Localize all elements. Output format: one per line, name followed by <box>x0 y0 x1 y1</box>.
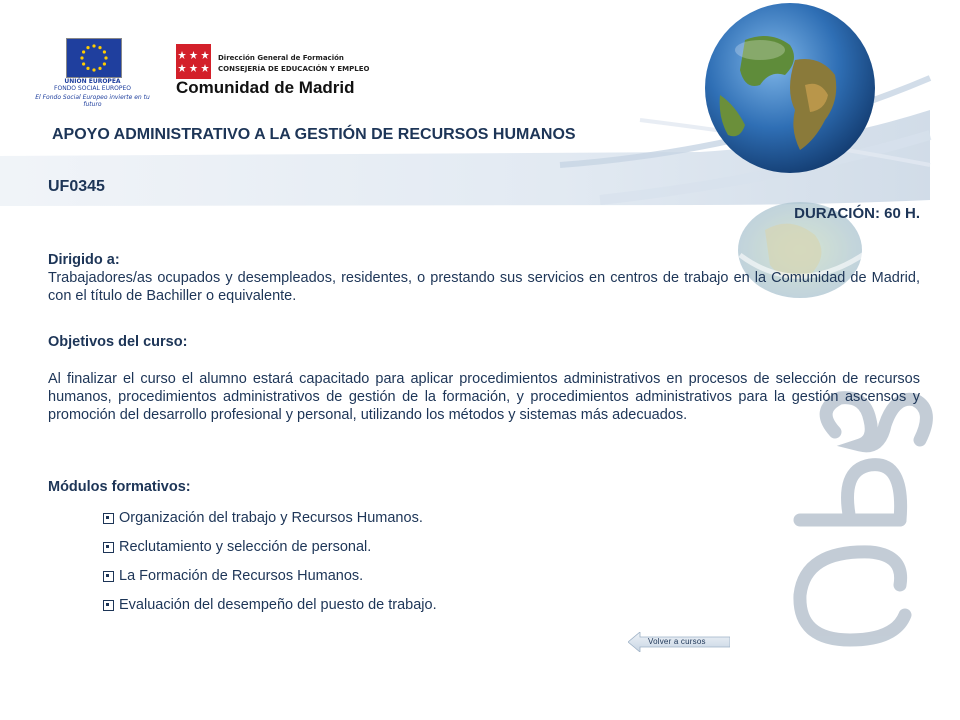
objetivos-text: Al finalizar el curso el alumno estará capacitado para aplicar procedimientos administrativos en procesos de selección de recursos humanos, procedimientos administrativos de gestión de la formación, y procedimientos administrativos para la gestión ascensos y promoción del desarrollo profesional y personal, utilizando los métodos y sistemas más adecuados. <box>48 371 920 423</box>
objetivos-heading: Objetivos del curso: <box>48 334 188 350</box>
checkbox-bullet-icon <box>103 600 114 611</box>
list-item <box>103 568 437 597</box>
module-label: Reclutamiento y selección de personal. <box>119 539 372 555</box>
list-item <box>103 597 437 626</box>
back-to-courses-button[interactable] <box>628 632 730 652</box>
section-modulos-heading <box>48 478 920 496</box>
module-label: La Formación de Recursos Humanos. <box>119 568 364 584</box>
cp3-watermark <box>800 398 927 640</box>
dirigido-text: Trabajadores/as ocupados y desempleados, residentes, o prestando sus servicios en centros de trabajo en la Comunidad de Madrid, con el título de Bachiller o equivalente. <box>48 270 920 304</box>
madrid-logo-line3: Comunidad de Madrid <box>176 78 355 97</box>
madrid-flag-icon <box>176 44 211 79</box>
dirigido-heading: Dirigido a: <box>48 252 120 268</box>
back-to-courses-label: Volver a cursos <box>648 637 706 646</box>
course-duration: DURACIÓN: 60 H. <box>794 205 920 222</box>
module-label: Evaluación del desempeño del puesto de trabajo. <box>119 597 437 613</box>
modulos-heading: Módulos formativos: <box>48 479 191 495</box>
course-title: APOYO ADMINISTRATIVO A LA GESTIÓN DE RECURSOS HUMANOS <box>52 126 576 143</box>
eu-logo-line3: El Fondo Social Europeo invierte en tu futuro <box>35 94 150 108</box>
course-code: UF0345 <box>48 178 105 195</box>
section-objetivos <box>48 370 920 424</box>
checkbox-bullet-icon <box>103 571 114 582</box>
section-dirigido <box>48 251 920 305</box>
list-item <box>103 510 437 539</box>
eu-logo <box>30 38 155 108</box>
list-item <box>103 539 437 568</box>
eu-flag-icon <box>66 38 122 78</box>
checkbox-bullet-icon <box>103 513 114 524</box>
modules-list <box>103 510 437 626</box>
checkbox-bullet-icon <box>103 542 114 553</box>
madrid-logo-line2: CONSEJERÍA DE EDUCACIÓN Y EMPLEO <box>218 65 370 73</box>
globe-image <box>705 3 875 173</box>
module-label: Organización del trabajo y Recursos Humanos. <box>119 510 423 526</box>
eu-logo-line2: FONDO SOCIAL EUROPEO <box>54 85 131 92</box>
madrid-logo-line1: Dirección General de Formación <box>218 54 344 62</box>
eu-logo-line1: UNIÓN EUROPEA <box>64 78 121 85</box>
madrid-logo <box>176 44 391 104</box>
section-objetivos-heading <box>48 333 920 351</box>
